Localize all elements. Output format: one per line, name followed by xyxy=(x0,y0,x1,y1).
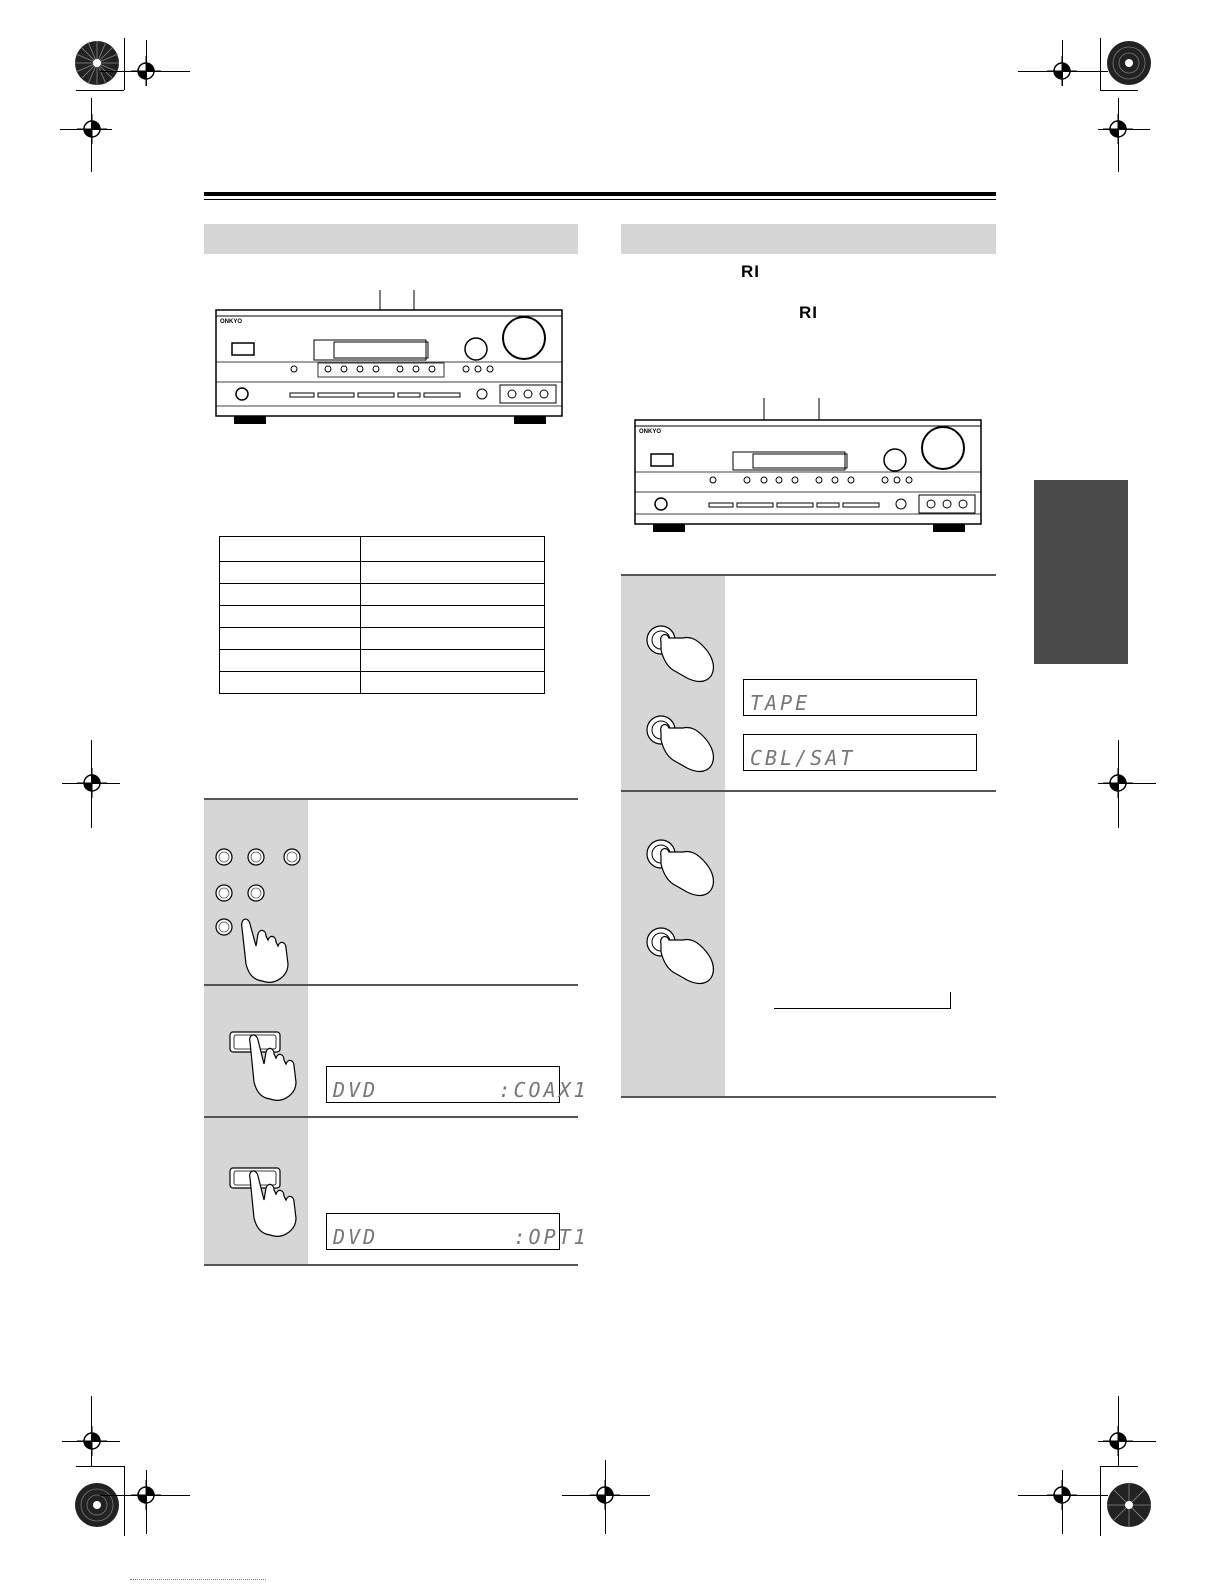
bracket-line xyxy=(774,992,951,1009)
table-cell xyxy=(220,650,361,672)
crop-line xyxy=(1118,1396,1119,1466)
crop-line xyxy=(1100,1466,1101,1536)
crop-line xyxy=(124,38,125,90)
receiver-front-panel-right xyxy=(633,398,985,540)
table-row xyxy=(220,584,545,606)
crop-line xyxy=(100,1495,190,1496)
crop-wheel-icon xyxy=(1104,38,1154,88)
crop-line xyxy=(1062,40,1063,86)
table-cell xyxy=(361,584,545,606)
table-row xyxy=(220,628,545,650)
step-2-illustration-panel xyxy=(204,986,308,1116)
display-tape: TAPE xyxy=(743,679,977,716)
crop-line xyxy=(562,1495,650,1496)
crop-wheel-icon xyxy=(72,1480,122,1530)
table-cell xyxy=(220,584,361,606)
step-3-illustration-panel xyxy=(204,1118,308,1264)
crop-line xyxy=(1098,783,1156,784)
crop-wheel-icon xyxy=(72,38,122,88)
crop-line xyxy=(1118,98,1119,172)
crop-line xyxy=(91,740,92,828)
crop-line xyxy=(100,71,190,72)
ri-logo: RI xyxy=(741,262,760,281)
table-header-cell xyxy=(220,537,361,562)
table-cell xyxy=(220,672,361,694)
crop-line xyxy=(91,98,92,172)
crop-line xyxy=(146,1470,147,1534)
table-cell xyxy=(220,562,361,584)
table-cell xyxy=(220,606,361,628)
crop-line xyxy=(1118,740,1119,828)
crop-line xyxy=(91,1396,92,1466)
source-table xyxy=(219,536,545,694)
crop-line xyxy=(1062,1470,1063,1534)
table-header-cell xyxy=(361,537,545,562)
display-cblsat: CBL/SAT xyxy=(743,734,977,771)
crop-line xyxy=(1018,71,1108,72)
crop-line xyxy=(1100,90,1138,91)
table-cell xyxy=(361,562,545,584)
crop-line xyxy=(124,1466,125,1536)
pointing-hand-icon xyxy=(621,792,725,992)
header-rule xyxy=(204,192,996,196)
crop-line xyxy=(1100,1466,1138,1467)
crop-line xyxy=(76,90,124,91)
table-header-row xyxy=(220,537,545,562)
pointing-hand-icon xyxy=(621,576,725,790)
step-divider xyxy=(204,1264,578,1266)
ri-logo: RI xyxy=(799,303,818,322)
crop-line xyxy=(62,783,120,784)
table-row xyxy=(220,650,545,672)
input-selector-buttons-icon xyxy=(204,800,308,984)
crop-wheel-icon xyxy=(1104,1480,1154,1530)
table-cell xyxy=(220,628,361,650)
header-rule-thin xyxy=(204,199,996,200)
step-1-illustration-panel xyxy=(204,800,308,984)
section-header-left xyxy=(204,224,578,254)
display-opt: DVD :OPT1 xyxy=(326,1213,560,1250)
crop-line xyxy=(76,1466,124,1467)
pointing-hand-icon xyxy=(204,1118,308,1264)
crop-line xyxy=(62,1441,120,1442)
display-coax: DVD :COAX1 xyxy=(326,1066,560,1103)
table-cell xyxy=(361,672,545,694)
section-header-right xyxy=(621,224,996,254)
chapter-side-tab xyxy=(1034,480,1128,664)
table-row xyxy=(220,562,545,584)
receiver-front-panel-left xyxy=(214,290,564,430)
footer-link-underline[interactable] xyxy=(130,1578,266,1580)
pointing-hand-icon xyxy=(204,986,308,1116)
right-step-2-illustration-panel xyxy=(621,792,725,1096)
crop-line xyxy=(605,1460,606,1534)
crop-line xyxy=(146,40,147,86)
step-divider xyxy=(621,1096,996,1098)
crop-line xyxy=(1100,38,1101,90)
crop-line xyxy=(1098,129,1150,130)
brand-logo: ONKYO xyxy=(220,319,243,325)
crop-line xyxy=(1098,1441,1156,1442)
table-row xyxy=(220,672,545,694)
brand-logo: ONKYO xyxy=(639,429,662,435)
table-cell xyxy=(361,628,545,650)
table-cell xyxy=(361,650,545,672)
crop-line xyxy=(60,129,112,130)
right-step-1-illustration-panel xyxy=(621,576,725,790)
table-row xyxy=(220,606,545,628)
table-cell xyxy=(361,606,545,628)
crop-line xyxy=(1018,1495,1108,1496)
